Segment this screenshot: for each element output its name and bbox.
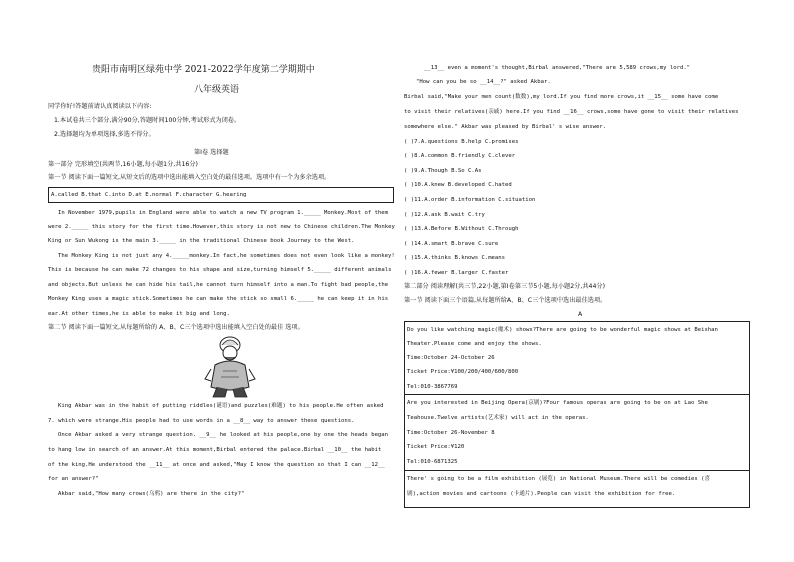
option-row: ( )7.A.questions B.help C.promises bbox=[404, 139, 519, 145]
option-row: ( )11.A.order B.information C.situation bbox=[404, 197, 536, 203]
passage-a-label: A bbox=[578, 311, 583, 318]
ad2-line: Time:October 26-November 8 bbox=[407, 430, 495, 436]
word-bank-box bbox=[48, 187, 394, 203]
ads-divider bbox=[405, 394, 749, 395]
passage1-line: and objects.But unless he can hide his tail,he cannot turn himself into a man.To fight bad people,the bbox=[48, 282, 389, 288]
ad3-line: 剧),action movies and cartoons (卡通片).People can visit the exhibition for free. bbox=[407, 491, 676, 497]
ad1-line: Do you like watching magic(魔术) shows?There are going to be wonderful magic shows at Beishan bbox=[407, 327, 718, 333]
passage2-cont-line: __13__ even a moment's thought,Birbal answered,"There are 5,589 crows,my lord." bbox=[424, 65, 691, 71]
passage2-line: for an answer?" bbox=[48, 476, 99, 482]
passage2-cont-line: to visit their relatives(亲戚) here.If you find __16__ crows,some have gone to visit their relatives bbox=[404, 109, 739, 115]
word-bank: A.called B.that C.into D.at E.normal F.character G.hearing bbox=[51, 192, 247, 198]
notice-greeting: 同学你好!答题前请认真阅读以下内容: bbox=[48, 103, 152, 110]
volume-title: 第Ⅰ卷 选择题 bbox=[194, 149, 229, 156]
option-row: ( )9.A.Though B.So C.As bbox=[404, 168, 482, 174]
part2-section1-header: 第一节 阅读下面三个语篇,从每题所给A、B、C三个选项中选出最佳选项。 bbox=[404, 297, 607, 304]
passage2-line: of the king.He understood the __11__ at once and asked,"May I know the question so that I can __12__ bbox=[48, 462, 385, 468]
ad1-line: Time:October 24-October 26 bbox=[407, 355, 495, 361]
option-row: ( )16.A.fewer B.larger C.faster bbox=[404, 270, 509, 276]
passage2-line: Akbar said,"How many crows(乌鸦) are there in the city?" bbox=[58, 491, 245, 497]
option-row: ( )13.A.Before B.Without C.Through bbox=[404, 226, 519, 232]
passage2-cont-line: somewhere else." Akbar was pleased by Birbal' s wise answer. bbox=[404, 124, 607, 130]
exam-subtitle: 八年级英语 bbox=[194, 85, 240, 95]
option-row: ( )10.A.knew B.developed C.hated bbox=[404, 182, 512, 188]
passage1-line: ear.At other times,he is able to make it big and long. bbox=[48, 311, 230, 317]
passage1-line: The Monkey King is not just any 4._____monkey.In fact,he sometimes does not even look like a monkey! bbox=[58, 253, 395, 259]
passage2-line: 7. which were strange.His people had to use words in a __8__ way to answer these questions. bbox=[48, 418, 355, 424]
ad2-line: Teahouse.Twelve artists(艺术家) will act in the operas. bbox=[407, 415, 589, 421]
option-row: ( )14.A.smart B.brave C.sure bbox=[404, 241, 499, 247]
part2-header: 第二部分 阅读理解(共三节,22小题,第I卷第三节5小题,每小题2分,共44分) bbox=[404, 283, 605, 290]
passage2-line: Once Akbar asked a very strange question. __9__ he looked at his people,one by one the heads began bbox=[58, 432, 389, 438]
ad1-line: Ticket Price:¥100/200/400/600/800 bbox=[407, 369, 519, 375]
option-row: ( )15.A.thinks B.knows C.means bbox=[404, 255, 506, 261]
ad2-line: Ticket Price:¥120 bbox=[407, 444, 465, 450]
passage1-line: In November 1979,pupils in England were able to watch a new TV program 1._____ Monkey.Most of them bbox=[58, 210, 389, 216]
ads-table bbox=[404, 321, 750, 508]
passage2-line: King Akbar was in the habit of putting riddles(谜语)and puzzles(难题) to his people.He often asked bbox=[58, 403, 384, 409]
exam-title: 贵阳市南明区绿苑中学 2021-2022学年度第二学期期中 bbox=[92, 65, 315, 75]
notice-rule-2: 2.选择题均为单项选择,多选不得分。 bbox=[54, 131, 155, 138]
passage2-cont-line: "How can you be so __14__?" asked Akbar. bbox=[416, 79, 551, 85]
ads-divider bbox=[405, 470, 749, 471]
passage2-cont-line: Birbal said,"Make your men count(数数),my lord.If you find more crows,it __15__ some have come bbox=[404, 94, 719, 100]
part1-header: 第一部分 完形填空(共两节,16小题,每小题1分,共16分) bbox=[48, 161, 198, 168]
section1-header: 第一节 阅读下面一篇短文,从短文后的选项中选出能填入空白处的最佳选项。选项中有一个为多余选项。 bbox=[48, 174, 331, 181]
notice-rule-1: 1.本试卷共三个部分,满分90分,答题时间100分钟,考试形式为闭卷。 bbox=[54, 117, 241, 124]
passage1-line: This is because he can make 72 changes to his shape and size,turning himself 5._____ different animals bbox=[48, 267, 392, 273]
king-cartoon-illustration bbox=[203, 335, 257, 399]
ad3-line: There' s going to be a film exhibition (展览) in National Museum.There will be comedies (喜 bbox=[407, 476, 711, 482]
ad2-line: Are you interested in Beijing Opera(京剧)?Four famous operas are going to be on at Lao She bbox=[407, 400, 708, 406]
passage1-line: King or Sun Wukong is the main 3._____ in the traditional Chinese book Journey to the West. bbox=[48, 238, 355, 244]
option-row: ( )8.A.common B.friendly C.clever bbox=[404, 153, 516, 159]
ad1-line: Theater.Please come and enjoy the shows. bbox=[407, 341, 542, 347]
section2-header: 第二节 阅读下面一篇短文,从每题所给的 A、B、C三个选项中选出能填入空白处的最佳 选项。 bbox=[48, 324, 304, 331]
option-row: ( )12.A.ask B.wait C.try bbox=[404, 212, 485, 218]
ad2-line: Tel:010-6871325 bbox=[407, 459, 458, 465]
passage1-line: were 2._____ this story for the first time.However,this story is not new to Chinese children.The Monkey bbox=[48, 224, 395, 230]
passage1-line: Monkey King uses a magic stick.Sometimes he can make the stick so small 6._____ he can keep it in his bbox=[48, 296, 389, 302]
ad1-line: Tel:010-3867769 bbox=[407, 384, 458, 390]
passage2-line: to hang low in search of an answer.At this moment,Birbal entered the palace.Birbal __10__ the habit bbox=[48, 447, 382, 453]
